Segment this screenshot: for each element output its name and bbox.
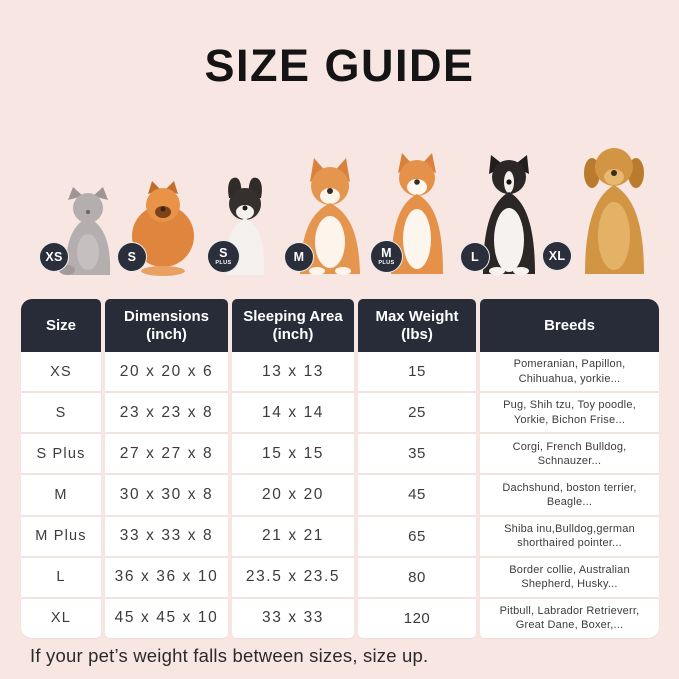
- header-sublabel: (inch): [146, 325, 187, 343]
- badge-label: S: [127, 249, 137, 264]
- column-header-sleeping-area: [232, 299, 354, 352]
- dimensions-cell: 27 x 27 x 8: [105, 432, 228, 473]
- dimensions-cell: 30 x 30 x 8: [105, 473, 228, 514]
- sizing-advice-note: If your pet’s weight falls between sizes, size up.: [30, 645, 429, 666]
- size-table: [21, 299, 659, 638]
- size-cell: XS: [21, 352, 101, 391]
- max-weight-cell: 35: [358, 432, 476, 473]
- badge-label: XS: [45, 249, 63, 264]
- size-cell: XL: [21, 597, 101, 638]
- breeds-cell: Pitbull, Labrador Retrieverr, Great Dane, Boxer,...: [480, 597, 659, 638]
- max-weight-cell: 80: [358, 556, 476, 597]
- size-badge-xs: [39, 242, 69, 272]
- size-badge-s-plus: [207, 240, 240, 273]
- breeds-cell: Corgi, French Bulldog, Schnauzer...: [480, 432, 659, 473]
- size-cell: M Plus: [21, 515, 101, 556]
- badge-sublabel: PLUS: [215, 259, 232, 266]
- sleeping-area-cell: 14 x 14: [232, 391, 354, 432]
- dimensions-column: [105, 299, 228, 638]
- size-column: [21, 299, 101, 638]
- max-weight-cell: 45: [358, 473, 476, 514]
- size-cell: L: [21, 556, 101, 597]
- breeds-cell: Shiba inu,Bulldog,german shorthaired pointer...: [480, 515, 659, 556]
- column-header-max-weight: [358, 299, 476, 352]
- breeds-cell: Dachshund, boston terrier, Beagle...: [480, 473, 659, 514]
- max-weight-cell: 65: [358, 515, 476, 556]
- header-label: Breeds: [544, 316, 595, 334]
- header-label: Dimensions: [123, 308, 210, 326]
- max-weight-cell: 15: [358, 352, 476, 391]
- breeds-column: [480, 299, 659, 638]
- badge-label: S: [219, 246, 228, 260]
- max-weight-cell: 120: [358, 597, 476, 638]
- badge-label: M: [381, 246, 392, 260]
- max-weight-cell: 25: [358, 391, 476, 432]
- max-weight-column: [358, 299, 476, 638]
- dimensions-cell: 33 x 33 x 8: [105, 515, 228, 556]
- size-cell: M: [21, 473, 101, 514]
- dimensions-cell: 45 x 45 x 10: [105, 597, 228, 638]
- breeds-cell: Pomeranian, Papillon, Chihuahua, yorkie...: [480, 352, 659, 391]
- column-header-dimensions: [105, 299, 228, 352]
- pets-row: [0, 112, 679, 276]
- size-badge-s: [117, 242, 147, 272]
- dimensions-cell: 20 x 20 x 6: [105, 352, 228, 391]
- size-badge-xl: [542, 241, 572, 271]
- pet-golden-retriever: [570, 141, 658, 276]
- column-header-breeds: [480, 299, 659, 352]
- badge-sublabel: PLUS: [378, 259, 395, 266]
- dimensions-cell: 36 x 36 x 10: [105, 556, 228, 597]
- breeds-cell: Pug, Shih tzu, Toy poodle, Yorkie, Bichon Frise...: [480, 391, 659, 432]
- header-sublabel: (inch): [272, 325, 314, 343]
- header-label: Max Weight: [375, 308, 459, 326]
- header-label: Sleeping Area: [243, 308, 343, 326]
- dimensions-cell: 23 x 23 x 8: [105, 391, 228, 432]
- header-sublabel: (lbs): [401, 325, 433, 343]
- size-badge-m-plus: [370, 240, 403, 273]
- size-cell: S: [21, 391, 101, 432]
- sleeping-area-cell: 21 x 21: [232, 515, 354, 556]
- size-badge-m: [284, 242, 314, 272]
- badge-label: XL: [548, 248, 566, 263]
- sleeping-area-cell: 20 x 20: [232, 473, 354, 514]
- sleeping-area-cell: 33 x 33: [232, 597, 354, 638]
- column-header-size: [21, 299, 101, 352]
- header-label: Size: [45, 316, 76, 334]
- sleeping-area-cell: 13 x 13: [232, 352, 354, 391]
- page-title: SIZE GUIDE: [204, 40, 475, 91]
- sleeping-area-cell: 15 x 15: [232, 432, 354, 473]
- golden-retriever-illustration: [570, 141, 658, 276]
- sleeping-area-cell: 23.5 x 23.5: [232, 556, 354, 597]
- breeds-cell: Border collie, Australian Shepherd, Husky...: [480, 556, 659, 597]
- sleeping-area-column: [232, 299, 354, 638]
- size-badge-l: [460, 242, 490, 272]
- badge-label: L: [471, 249, 479, 264]
- size-cell: S Plus: [21, 432, 101, 473]
- badge-label: M: [293, 249, 305, 264]
